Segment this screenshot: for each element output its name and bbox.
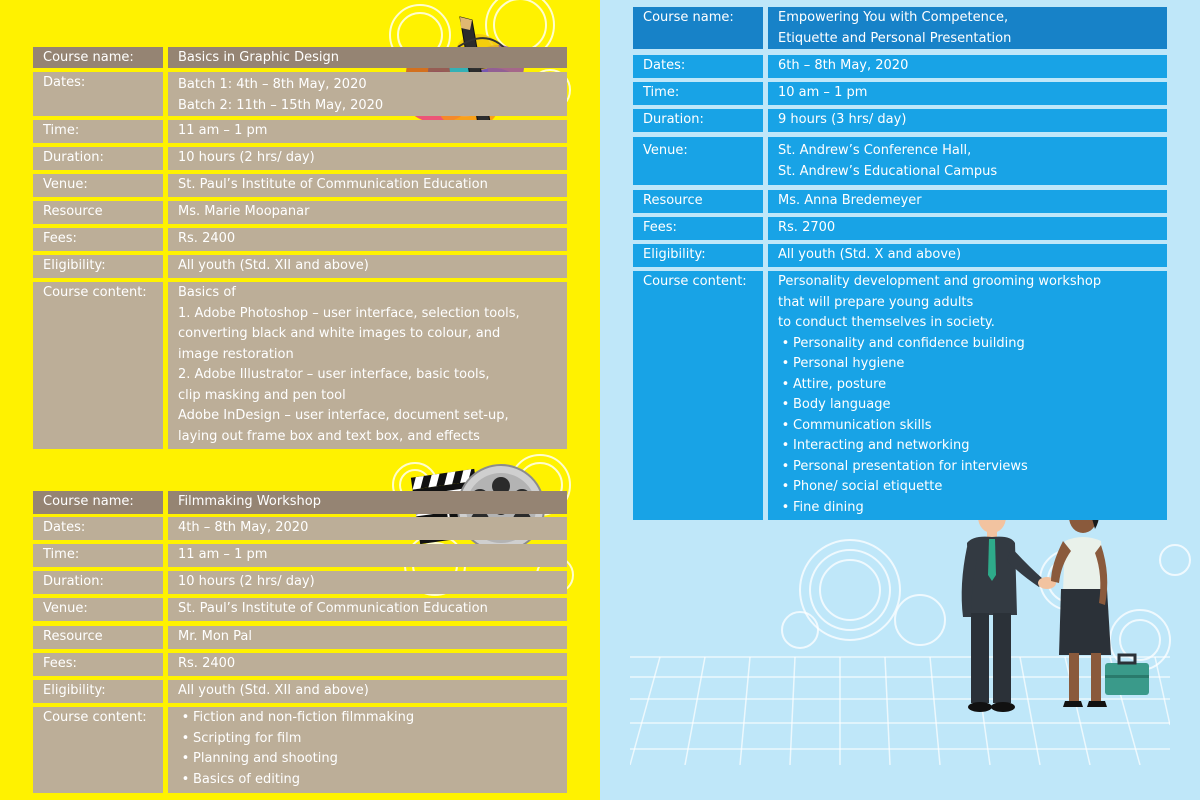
dates-value: 4th – 8th May, 2020: [168, 517, 567, 540]
content-bullet: • Fine dining: [778, 498, 1157, 519]
venue-line: St. Andrew’s Conference Hall,: [778, 143, 972, 158]
venue-line: St. Andrew’s Educational Campus: [778, 163, 998, 179]
content-bullet: • Scripting for film: [178, 729, 557, 750]
fees-value: Rs. 2400: [168, 653, 567, 676]
table-row: [33, 72, 567, 116]
venue-label: Venue:: [33, 174, 163, 197]
table-row: [633, 190, 1167, 213]
content-bullet: • Body language: [778, 395, 1157, 416]
content-bullet: • Personality and confidence building: [778, 334, 1157, 355]
eligibility-label: Eligibility:: [633, 244, 763, 267]
content-line: 2. Adobe Illustrator – user interface, basic tools,: [178, 367, 490, 382]
dates-value: 6th – 8th May, 2020: [768, 55, 1167, 78]
content-bullet: • Basics of editing: [178, 770, 557, 791]
content-bullet: • Interacting and networking: [778, 436, 1157, 457]
time-label: Time:: [33, 544, 163, 567]
content-line: laying out frame box and text box, and effects: [178, 428, 480, 444]
course-content-value: [168, 282, 567, 449]
content-bullet: • Phone/ social etiquette: [778, 477, 1157, 498]
eligibility-value: All youth (Std. X and above): [768, 244, 1167, 267]
content-line: that will prepare young adults: [778, 294, 974, 310]
table-row: [33, 47, 567, 68]
course-content-label: Course content:: [33, 707, 163, 793]
course-content-value: [168, 707, 567, 793]
table-row: [33, 255, 567, 278]
dates-label: Dates:: [33, 517, 163, 540]
duration-label: Duration:: [633, 109, 763, 132]
course-name-label: Course name:: [33, 491, 163, 514]
table-row: [633, 137, 1167, 185]
table-row: [33, 626, 567, 649]
venue-value: St. Paul’s Institute of Communication Education: [168, 598, 567, 621]
course-content-value: [768, 271, 1167, 520]
course-name-label: Course name:: [33, 47, 163, 68]
venue-label: Venue:: [633, 137, 763, 185]
eligibility-label: Eligibility:: [33, 255, 163, 278]
fees-value: Rs. 2700: [768, 217, 1167, 240]
course-name-value: Filmmaking Workshop: [168, 491, 567, 514]
course-content-label: Course content:: [633, 271, 763, 520]
table-row: [33, 707, 567, 793]
resource-person-value: Mr. Mon Pal: [168, 626, 567, 649]
table-row: [33, 544, 567, 567]
time-value: 10 am – 1 pm: [768, 82, 1167, 105]
dates-label: Dates:: [633, 55, 763, 78]
table-row: [33, 517, 567, 540]
table-row: [33, 491, 567, 514]
eligibility-value: All youth (Std. XII and above): [168, 255, 567, 278]
table-row: [33, 120, 567, 143]
duration-value: 10 hours (2 hrs/ day): [168, 147, 567, 170]
dates-label: Dates:: [33, 72, 163, 116]
eligibility-label: Eligibility:: [33, 680, 163, 703]
table-row: [633, 7, 1167, 49]
duration-label: Duration:: [33, 147, 163, 170]
content-line: Adobe InDesign – user interface, document set-up,: [178, 408, 509, 423]
content-bullet: • Personal presentation for interviews: [778, 457, 1157, 478]
course-name-value: [768, 7, 1167, 49]
fees-label: Fees:: [33, 653, 163, 676]
duration-value: 10 hours (2 hrs/ day): [168, 571, 567, 594]
table-row: [633, 217, 1167, 240]
table-row: [33, 653, 567, 676]
course-name-label: Course name:: [633, 7, 763, 49]
course-name-line: Empowering You with Competence,: [778, 10, 1009, 25]
venue-value: St. Paul’s Institute of Communication Education: [168, 174, 567, 197]
table-row: [33, 598, 567, 621]
content-line: converting black and white images to colour, and: [178, 326, 501, 341]
course-name-value: Basics in Graphic Design: [168, 47, 567, 68]
content-line: image restoration: [178, 346, 294, 362]
course-content-label: Course content:: [33, 282, 163, 449]
handshake-people-illustration: [955, 495, 1155, 745]
fees-label: Fees:: [633, 217, 763, 240]
fees-value: Rs. 2400: [168, 228, 567, 251]
fees-label: Fees:: [33, 228, 163, 251]
content-bullet: • Personal hygiene: [778, 354, 1157, 375]
content-bullet: • Planning and shooting: [178, 749, 557, 770]
table-row: [33, 174, 567, 197]
table-row: [633, 244, 1167, 267]
resource-person-value: Ms. Anna Bredemeyer: [768, 190, 1167, 213]
table-row: [33, 571, 567, 594]
course-name-line: Etiquette and Personal Presentation: [778, 30, 1012, 46]
dates-line: Batch 2: 11th – 15th May, 2020: [178, 97, 384, 113]
time-label: Time:: [33, 120, 163, 143]
time-label: Time:: [633, 82, 763, 105]
resource-person-label: Resource: [633, 190, 763, 213]
content-line: Personality development and grooming workshop: [778, 274, 1102, 289]
time-value: 11 am – 1 pm: [168, 544, 567, 567]
content-bullet: • Fiction and non-fiction filmmaking: [178, 708, 557, 729]
table-row: [33, 282, 567, 449]
content-bullet: • Communication skills: [778, 416, 1157, 437]
resource-person-value: Ms. Marie Moopanar: [168, 201, 567, 224]
table-row: [33, 147, 567, 170]
table-row: [633, 271, 1167, 520]
eligibility-value: All youth (Std. XII and above): [168, 680, 567, 703]
table-row: [33, 228, 567, 251]
table-row: [633, 55, 1167, 78]
table-row: [33, 201, 567, 224]
table-row: [33, 680, 567, 703]
time-value: 11 am – 1 pm: [168, 120, 567, 143]
resource-person-label: Resource: [33, 201, 163, 224]
venue-label: Venue:: [33, 598, 163, 621]
table-row: [633, 82, 1167, 105]
venue-value: [768, 137, 1167, 185]
content-line: clip masking and pen tool: [178, 387, 346, 403]
resource-person-label: Resource: [33, 626, 163, 649]
content-line: 1. Adobe Photoshop – user interface, selection tools,: [178, 305, 520, 321]
dates-line: Batch 1: 4th – 8th May, 2020: [178, 77, 367, 92]
duration-value: 9 hours (3 hrs/ day): [768, 109, 1167, 132]
content-line: Basics of: [178, 285, 236, 300]
content-line: to conduct themselves in society.: [778, 315, 995, 330]
dates-value: [168, 72, 567, 116]
duration-label: Duration:: [33, 571, 163, 594]
content-bullet: • Attire, posture: [778, 375, 1157, 396]
table-row: [633, 109, 1167, 132]
